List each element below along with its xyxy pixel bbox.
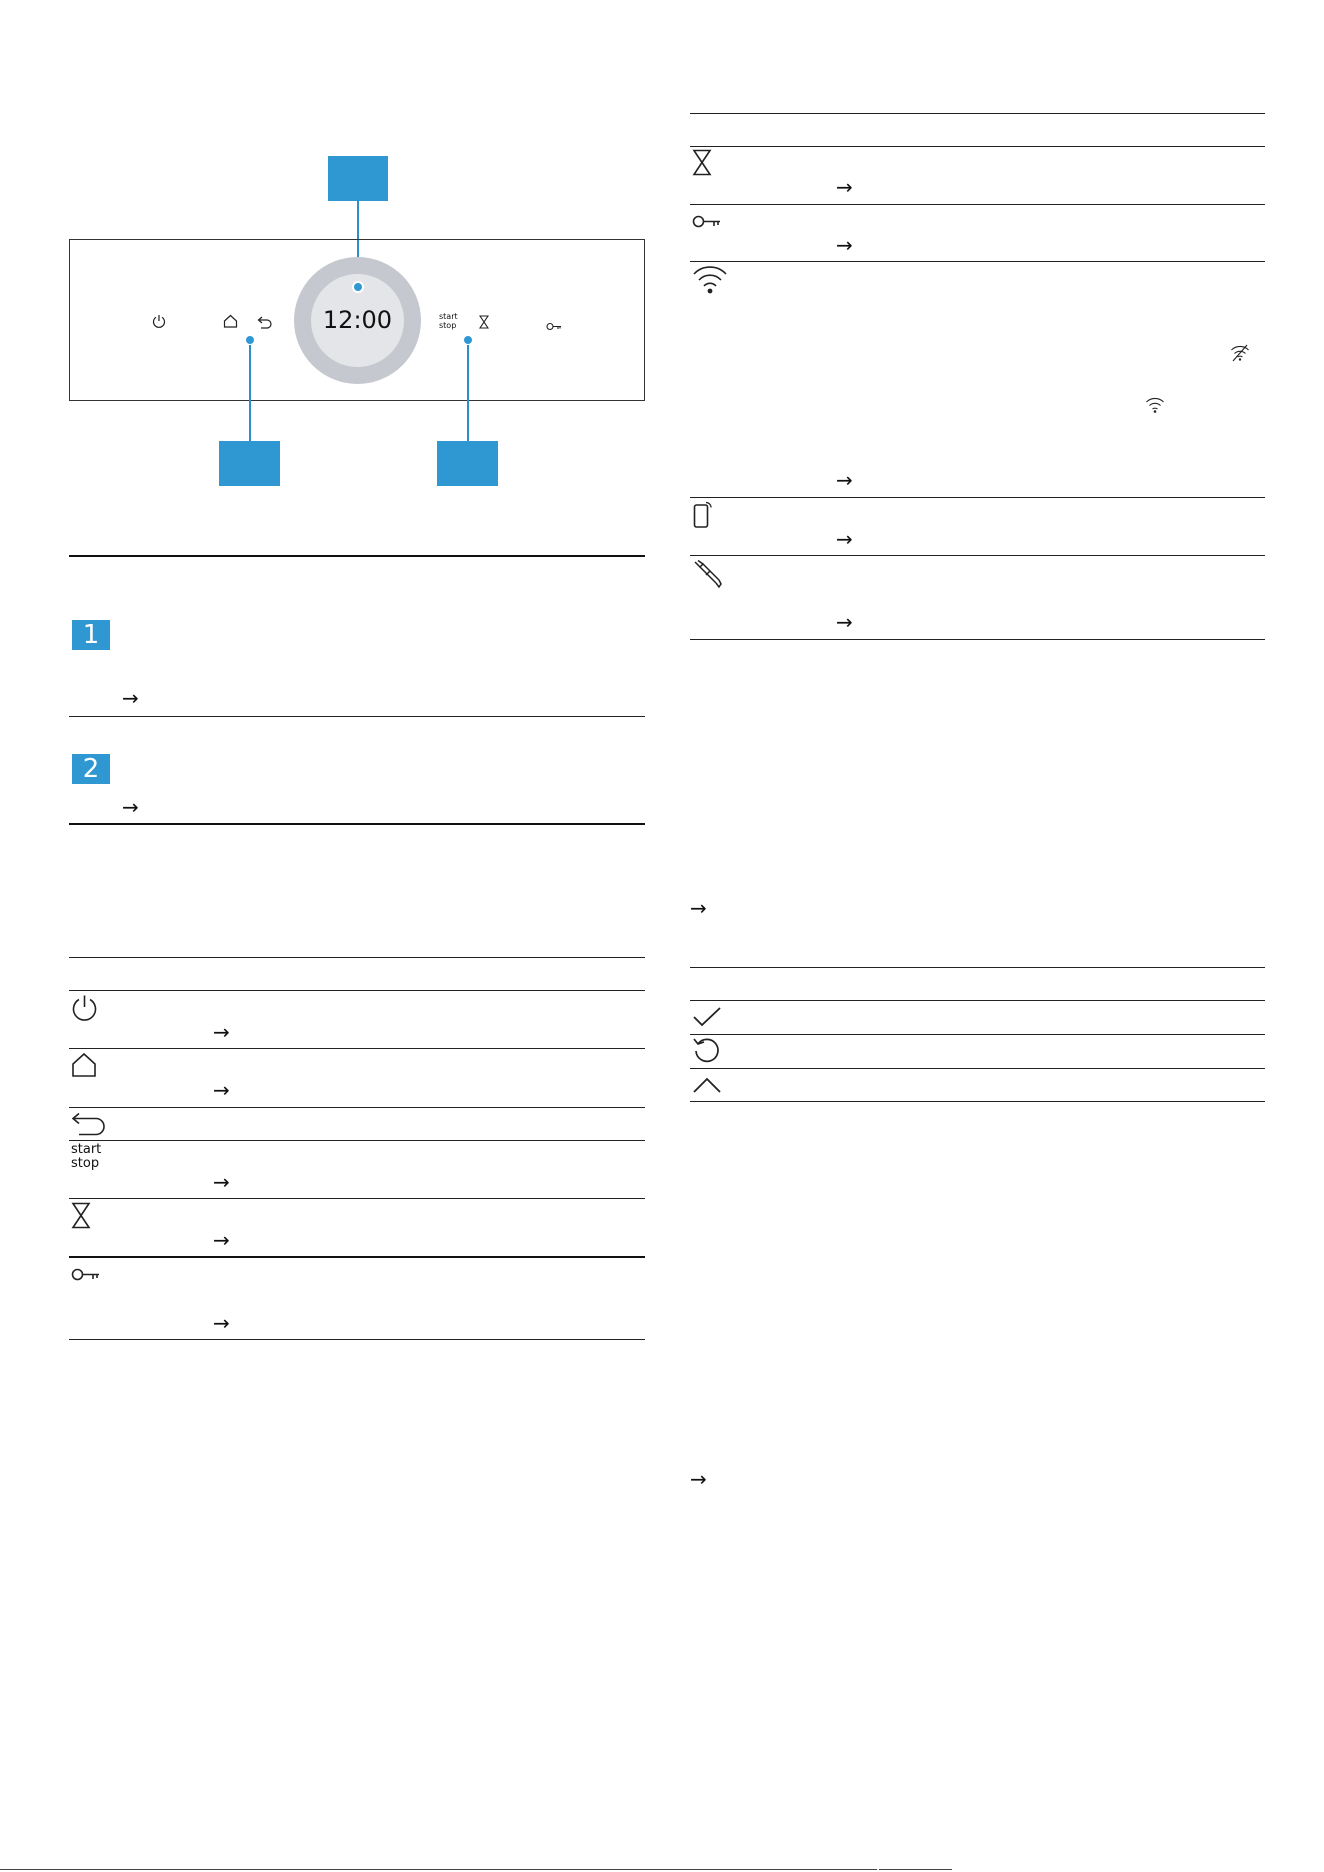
chevron-up-icon	[692, 1076, 722, 1098]
wifi-icon	[692, 265, 728, 299]
rtable1-row-divider	[690, 555, 1265, 556]
wrench-icon	[692, 559, 722, 593]
rtable1-row-divider	[690, 261, 1265, 262]
arrow-bullet: →	[836, 233, 853, 257]
table2-bottom-rule	[69, 1339, 645, 1340]
arrow-bullet: →	[836, 527, 853, 551]
arrow-bullet: →	[213, 1228, 230, 1252]
footer-rule	[0, 1869, 877, 1870]
arrow-bullet: →	[122, 686, 139, 710]
rtable1-header-rule	[690, 146, 1265, 147]
rtable2-row-divider	[690, 1034, 1265, 1035]
power-icon[interactable]	[152, 313, 166, 332]
table2-row-divider	[69, 1256, 645, 1258]
table2-row-divider	[69, 1048, 645, 1049]
phone-icon	[693, 501, 713, 533]
key-icon[interactable]	[546, 316, 562, 335]
back-icon[interactable]	[257, 314, 273, 333]
checkmark-icon	[692, 1006, 722, 1032]
wifi-icon	[1145, 396, 1165, 418]
callout-top	[328, 156, 388, 201]
item-number-2: 2	[72, 754, 110, 784]
arrow-bullet: →	[213, 1078, 230, 1102]
rtable1-top-rule	[690, 113, 1265, 114]
rtable1-bottom-rule	[690, 639, 1265, 640]
callout-right	[437, 441, 498, 486]
rtable1-row-divider	[690, 497, 1265, 498]
arrow-bullet: →	[836, 610, 853, 634]
start-stop-symbol: start stop	[71, 1142, 102, 1171]
rtable2-header-rule	[690, 1000, 1265, 1001]
arrow-bullet: →	[836, 175, 853, 199]
table1-bottom-rule	[69, 823, 645, 825]
start-stop-button[interactable]: start stop	[439, 312, 458, 330]
hourglass-icon	[692, 149, 712, 180]
callout-right-line	[467, 345, 469, 441]
callout-top-dot	[352, 281, 364, 293]
footer-rule-right	[879, 1869, 952, 1870]
table2-row-divider	[69, 1107, 645, 1108]
hourglass-icon	[71, 1202, 91, 1233]
table2-row-divider	[69, 1140, 645, 1141]
rtable2-row-divider	[690, 1068, 1265, 1069]
refresh-icon	[692, 1036, 722, 1070]
table2-top-rule	[69, 957, 645, 958]
table2-row-divider	[69, 1198, 645, 1199]
table1-row-divider	[69, 716, 645, 717]
rtable2-top-rule	[690, 967, 1265, 968]
back-icon	[71, 1112, 107, 1140]
arrow-bullet: →	[213, 1170, 230, 1194]
wifi-off-icon	[1230, 344, 1250, 366]
arrow-bullet: →	[690, 896, 707, 920]
callout-left-line	[249, 345, 251, 441]
rtable2-bottom-rule	[690, 1101, 1265, 1102]
rtable1-row-divider	[690, 204, 1265, 205]
callout-left	[219, 441, 280, 486]
item-number-1: 1	[72, 620, 110, 650]
clock-display: 12:00	[322, 306, 393, 334]
arrow-bullet: →	[836, 468, 853, 492]
arrow-bullet: →	[213, 1311, 230, 1335]
table1-top-rule	[69, 555, 645, 557]
key-icon	[71, 1267, 101, 1286]
key-icon	[692, 214, 722, 233]
power-icon	[71, 994, 98, 1025]
table2-header-rule	[69, 990, 645, 991]
hourglass-icon[interactable]	[479, 314, 489, 333]
arrow-bullet: →	[122, 795, 139, 819]
arrow-bullet: →	[690, 1467, 707, 1491]
home-icon	[71, 1052, 97, 1082]
home-icon[interactable]	[223, 313, 238, 332]
arrow-bullet: →	[213, 1020, 230, 1044]
